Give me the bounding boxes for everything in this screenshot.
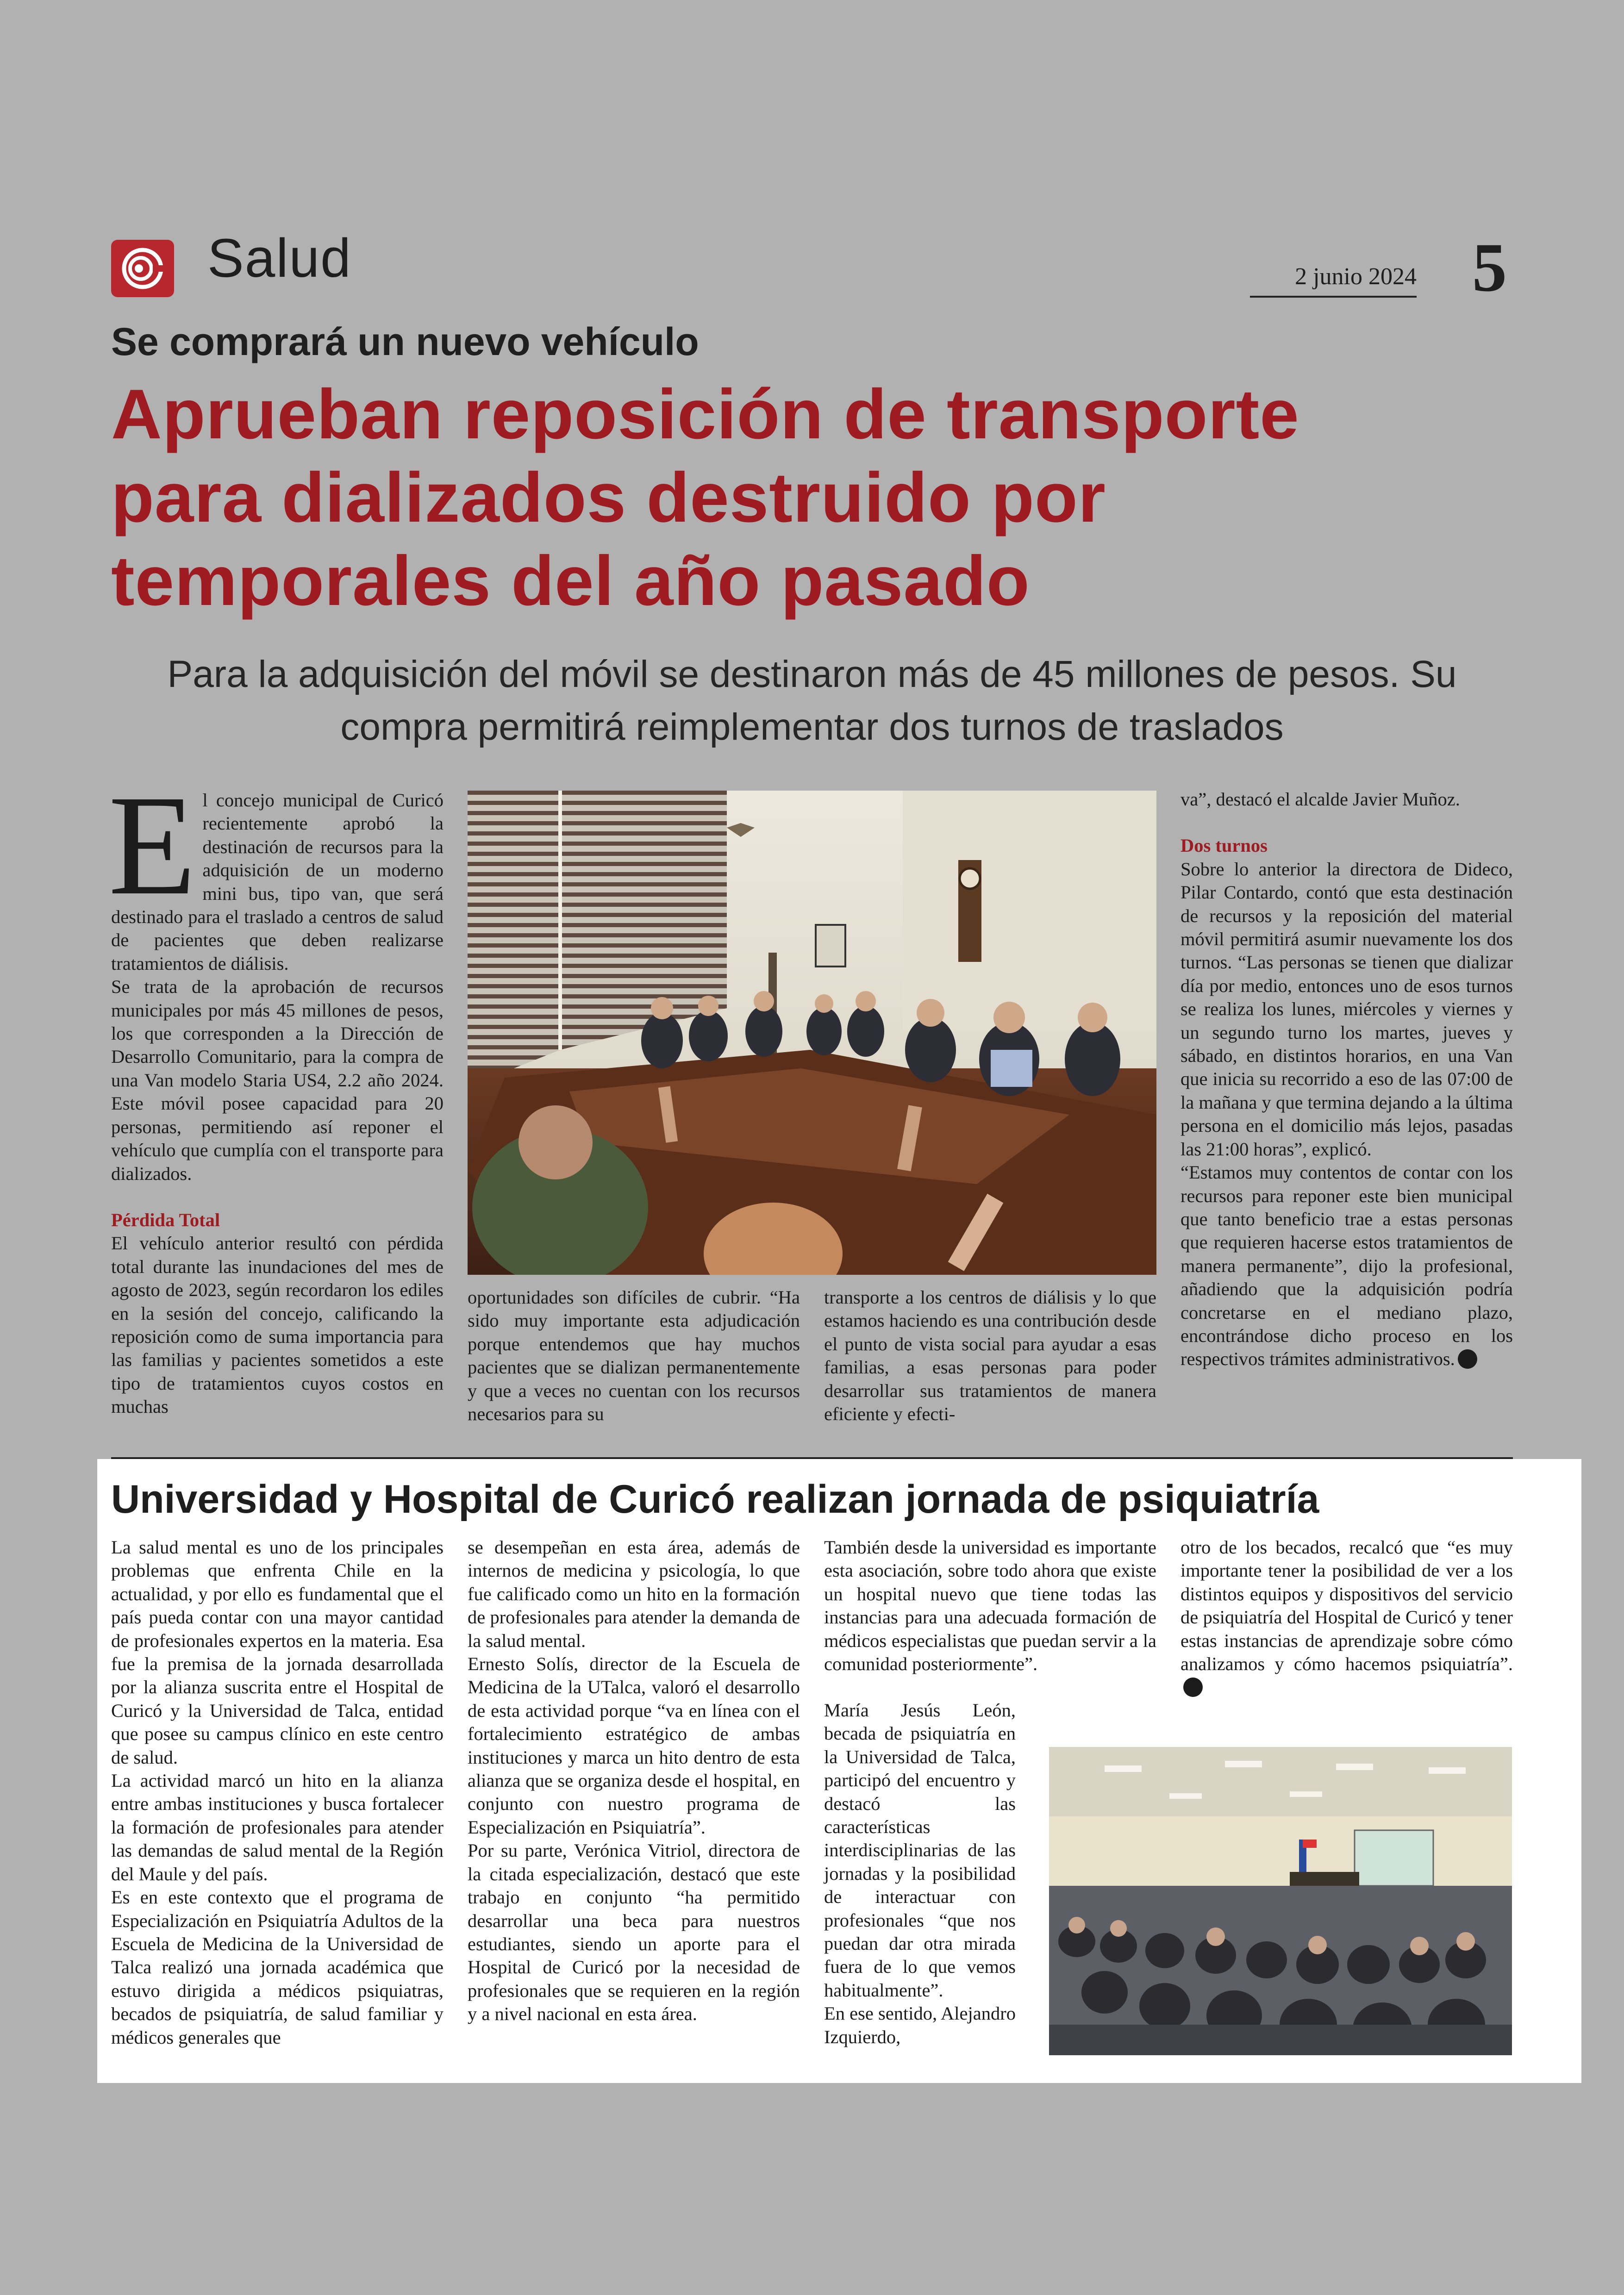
- paragraph: transporte a los centros de diálisis y lo que estamos haciendo es una contribución desde el punto de vista social para ayudar a esas familias, a esas personas para poder desarrollar sus tratamientos de manera eficiente y efecti-: [824, 1287, 1156, 1425]
- section-subheading: Pérdida Total: [111, 1209, 220, 1230]
- paragraph: Se trata de la aprobación de recursos municipales por más 45 millones de pesos, los que corresponden a la Dirección de Desarrollo Comunitario, para la compra de una Van modelo Staria US4, 2.2 año 2024. Este móvil posee capacidad para 20 personas, permitiendo así reponer el vehículo que cumplía con el transporte para dializados.: [111, 976, 443, 1184]
- section-logo-icon: [111, 240, 174, 297]
- paragraph: oportunidades son difíciles de cubrir. “Ha sido muy importante esta adjudicación porque entendemos que hay muchos pacientes que se dializan permanentemente y que a veces no cuentan con los recursos necesarios para su: [468, 1287, 800, 1425]
- paragraph: Es en este contexto que el programa de Especialización en Psiquiatría Adultos de la Escuela de Medicina de la Universidad de Talca realizó una jornada académica que estuvo dirigida a médicos psiquiatras, becados de psiquiatría, de salud familiar y médicos generales que: [111, 1887, 443, 2048]
- issue-date: 2 junio 2024: [1250, 263, 1417, 298]
- article-column-4: [1181, 1536, 1513, 1699]
- article-column-3-narrow: [824, 1699, 1016, 2049]
- article-headline: Universidad y Hospital de Curicó realizan jornada de psiquiatría: [111, 1477, 1319, 1522]
- article-subhead: Para la adquisición del móvil se destinaron más de 45 millones de pesos. Su compra permitirá reimplementar dos turnos de traslados: [167, 653, 1457, 748]
- section-subheading: Dos turnos: [1181, 835, 1268, 856]
- article-column-2: [468, 1286, 800, 1426]
- paragraph: se desempeñan en esta área, además de internos de medicina y psicología, lo que fue calificado como un hito en la formación de profesionales para atender la demanda de la salud mental.: [468, 1537, 800, 1651]
- article-column-3: [824, 1286, 1156, 1426]
- headline-line: para dializados destruido por: [111, 458, 1106, 537]
- drop-cap: E: [108, 766, 196, 925]
- article-column-4: [1181, 788, 1513, 1371]
- paragraph: l concejo municipal de Curicó recientemente aprobó la destinación de recursos para la adquisición de un moderno mini bus, tipo van, que será destinado para el traslado a centros de salud de pacientes que deben realizarse tratamientos de diálisis.: [111, 790, 443, 974]
- paragraph: María Jesús León, becada de psiquiatría en la Universidad de Talca, participó del encuentro y destacó las características interdisciplinarias de las jornadas y la posibilidad de interactuar con profesionales “que nos puedan dar otra mirada fuera de lo que vemos habitualmente”.: [824, 1700, 1016, 2001]
- paragraph: va”, destacó el alcalde Javier Muñoz.: [1181, 789, 1460, 810]
- paragraph: “Estamos muy contentos de contar con los recursos para reponer este bien municipal que tanto beneficio trae a estas personas que requieren hacerse estos tratamientos de manera permanente”, dijo la profesional, añadiendo que la adquisición podría concretarse en el mediano plazo, encontrándose dicho proceso en los respectivos trámites administrativos.: [1181, 1162, 1513, 1370]
- article-kicker: Se comprará un nuevo vehículo: [111, 320, 699, 363]
- headline-line: Aprueban reposición de transporte: [111, 375, 1299, 454]
- end-of-article-icon: [1458, 1349, 1477, 1369]
- paragraph: Ernesto Solís, director de la Escuela de Medicina de la UTalca, valoró el desarrollo de esta actividad porque “va en línea con el fortalecimiento estratégico de ambas instituciones y marca un hito dentro de esta alianza que se organiza desde el hospital, en conjunto con nuestro programa de Especialización en Psiquiatría”.: [468, 1653, 800, 1838]
- section-title: Salud: [207, 228, 352, 289]
- article-column-1: [111, 1536, 443, 2049]
- article-headline: [111, 373, 1569, 623]
- council-meeting-photo: [468, 791, 1156, 1275]
- headline-line: temporales del año pasado: [111, 542, 1030, 620]
- paragraph: La actividad marcó un hito en la alianza entre ambas instituciones y busca fortalecer la formación de profesionales para atender las demandas de salud mental de la Región del Maule y del país.: [111, 1770, 443, 1884]
- article-column-3: [824, 1536, 1156, 1676]
- page-number: 5: [1472, 229, 1507, 306]
- paragraph: Por su parte, Verónica Vitriol, directora de la citada especialización, destacó que este trabajo en conjunto “ha permitido desarrollar una beca para nuestros estudiantes, siendo un aporte para el Hospital de Curicó por la necesidad de profesionales que se requieren en la región y a nivel nacional en esta área.: [468, 1840, 800, 2025]
- paragraph: En ese sentido, Alejandro Izquierdo,: [824, 2003, 1016, 2047]
- paragraph: El vehículo anterior resultó con pérdida total durante las inundaciones del mes de agosto de 2023, según recordaron los ediles en la sesión del concejo, calificando la reposición como de suma importancia para las familias y pacientes sometidos a este tipo de tratamientos cuyos costos en muchas: [111, 1233, 443, 1417]
- paragraph: Sobre lo anterior la directora de Dideco, Pilar Contardo, contó que esta destinación de recursos y la reposición del material móvil permitirá asumir nuevamente los dos turnos. “Las personas se tienen que dializar día por medio, entonces uno de esos turnos se realiza los lunes, miércoles y viernes y un segundo turno los martes, jueves y sábado, en distintos horarios, en una Van que inicia su recorrido a eso de las 07:00 de la mañana y que termina dejando a la última persona en el domicilio más lejos, pasadas las 21:00 horas”, explicó.: [1181, 858, 1513, 1160]
- end-of-article-icon: [1183, 1678, 1203, 1697]
- article-column-2: [468, 1536, 800, 2026]
- auditorium-photo: [1049, 1747, 1512, 2055]
- paragraph: La salud mental es uno de los principales problemas que enfrenta Chile en la actualidad, y por ello es fundamental que el país pueda contar con una mayor cantidad de profesionales expertos en la materia. Esa fue la premisa de la jornada desarrollada por la alianza suscrita entre el Hospital de Curicó y la Universidad de Talca, entidad que posee su campus clínico en este centro de salud.: [111, 1537, 443, 1768]
- paragraph: otro de los becados, recalcó que “es muy importante tener la posibilidad de ver a los distintos equipos y dispositivos del servicio de psiquiatría del Hospital de Curicó y tener estas instancias de aprendizaje sobre cómo analizamos y cómo hacemos psiquiatría”.: [1181, 1537, 1513, 1675]
- article-column-1: [108, 766, 443, 1419]
- paragraph: También desde la universidad es importante esta asociación, sobre todo ahora que existe un hospital nuevo que tiene todas las instancias para una adecuada formación de médicos especialistas que puedan servir a la comunidad posteriormente”.: [824, 1537, 1156, 1675]
